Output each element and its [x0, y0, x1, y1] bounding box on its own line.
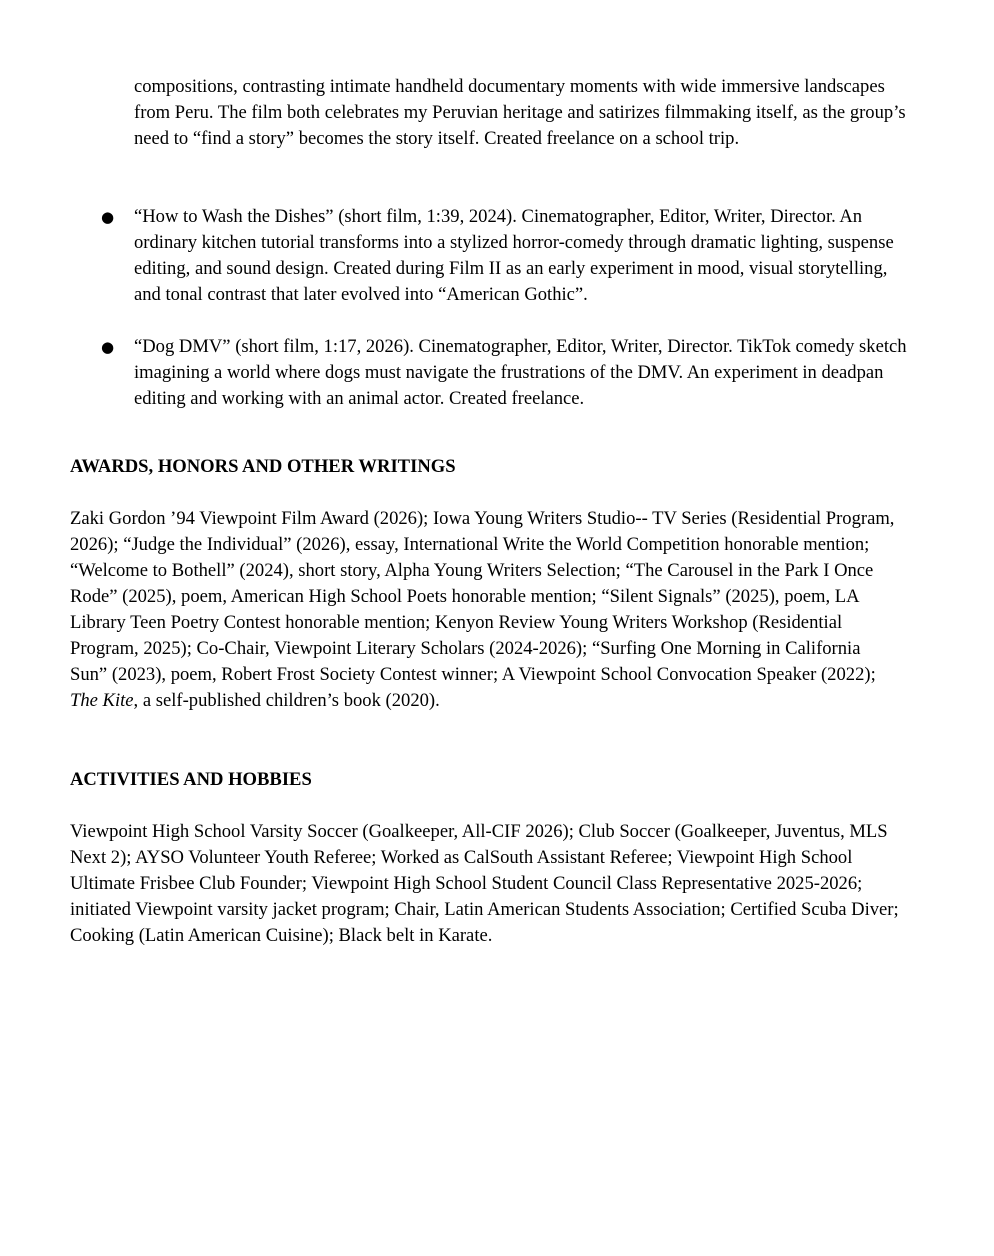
- awards-heading: AWARDS, HONORS AND OTHER WRITINGS: [70, 456, 456, 477]
- book-title: The Kite: [70, 690, 134, 711]
- film-list: [0, 204, 994, 438]
- bullet-icon: ●: [101, 208, 115, 226]
- film-entry-dog-dmv: “Dog DMV” (short film, 1:17, 2026). Cinematographer, Editor, Writer, Director. TikTok comedy sketch imagining a world where dogs must navigate the frustrations of the DMV. An experiment in deadpan editing and working with an animal actor. Created freelance.: [134, 336, 907, 409]
- bullet-icon: ●: [101, 338, 115, 356]
- awards-text-end: , a self-published children’s book (2020).: [133, 690, 440, 711]
- list-item: [0, 334, 914, 412]
- film-description-continuation: compositions, contrasting intimate handheld documentary moments with wide immersive landscapes from Peru. The film both celebrates my Peruvian heritage and satirizes filmmaking itself, as the group’s need to “find a story” becomes the story itself. Created freelance on a school trip.: [134, 76, 906, 149]
- activities-paragraph: Viewpoint High School Varsity Soccer (Goalkeeper, All-CIF 2026); Club Soccer (Goalkeeper, Juventus, MLS Next 2); AYSO Volunteer Youth Referee; Worked as CalSouth Assistant Referee; Viewpoint High School Ultimate Frisbee Club Founder; Viewpoint High School Student Council Class Representative 2025-2026; initiated Viewpoint varsity jacket program; Chair, Latin American Students Association; Certified Scuba Diver; Cooking (Latin American Cuisine); Black belt in Karate.: [70, 821, 899, 946]
- activities-heading: ACTIVITIES AND HOBBIES: [70, 769, 312, 790]
- film-entry-how-to-wash-the-dishes: “How to Wash the Dishes” (short film, 1:39, 2024). Cinematographer, Editor, Writer, Director. An ordinary kitchen tutorial transforms into a stylized horror-comedy through dramatic lighting, suspense editing, and sound design. Created during Film II as an early experiment in mood, visual storytelling, and tonal contrast that later evolved into “American Gothic”.: [134, 206, 894, 305]
- awards-paragraph: [70, 506, 900, 714]
- list-item: [0, 204, 914, 308]
- awards-text: Zaki Gordon ’94 Viewpoint Film Award (2026); Iowa Young Writers Studio-- TV Series (Residential Program, 2026); “Judge the Individual” (2026), essay, International Write the World Competition honorable mention; “Welcome to Bothell” (2024), short story, Alpha Young Writers Selection; “The Carousel in the Park I Once Rode” (2025), poem, American High School Poets honorable mention; “Silent Signals” (2025), poem, LA Library Teen Poetry Contest honorable mention; Kenyon Review Young Writers Workshop (Residential Program, 2025); Co-Chair, Viewpoint Literary Scholars (2024-2026); “Surfing One Morning in California Sun” (2023), poem, Robert Frost Society Contest winner; A Viewpoint School Convocation Speaker (2022);: [70, 508, 895, 685]
